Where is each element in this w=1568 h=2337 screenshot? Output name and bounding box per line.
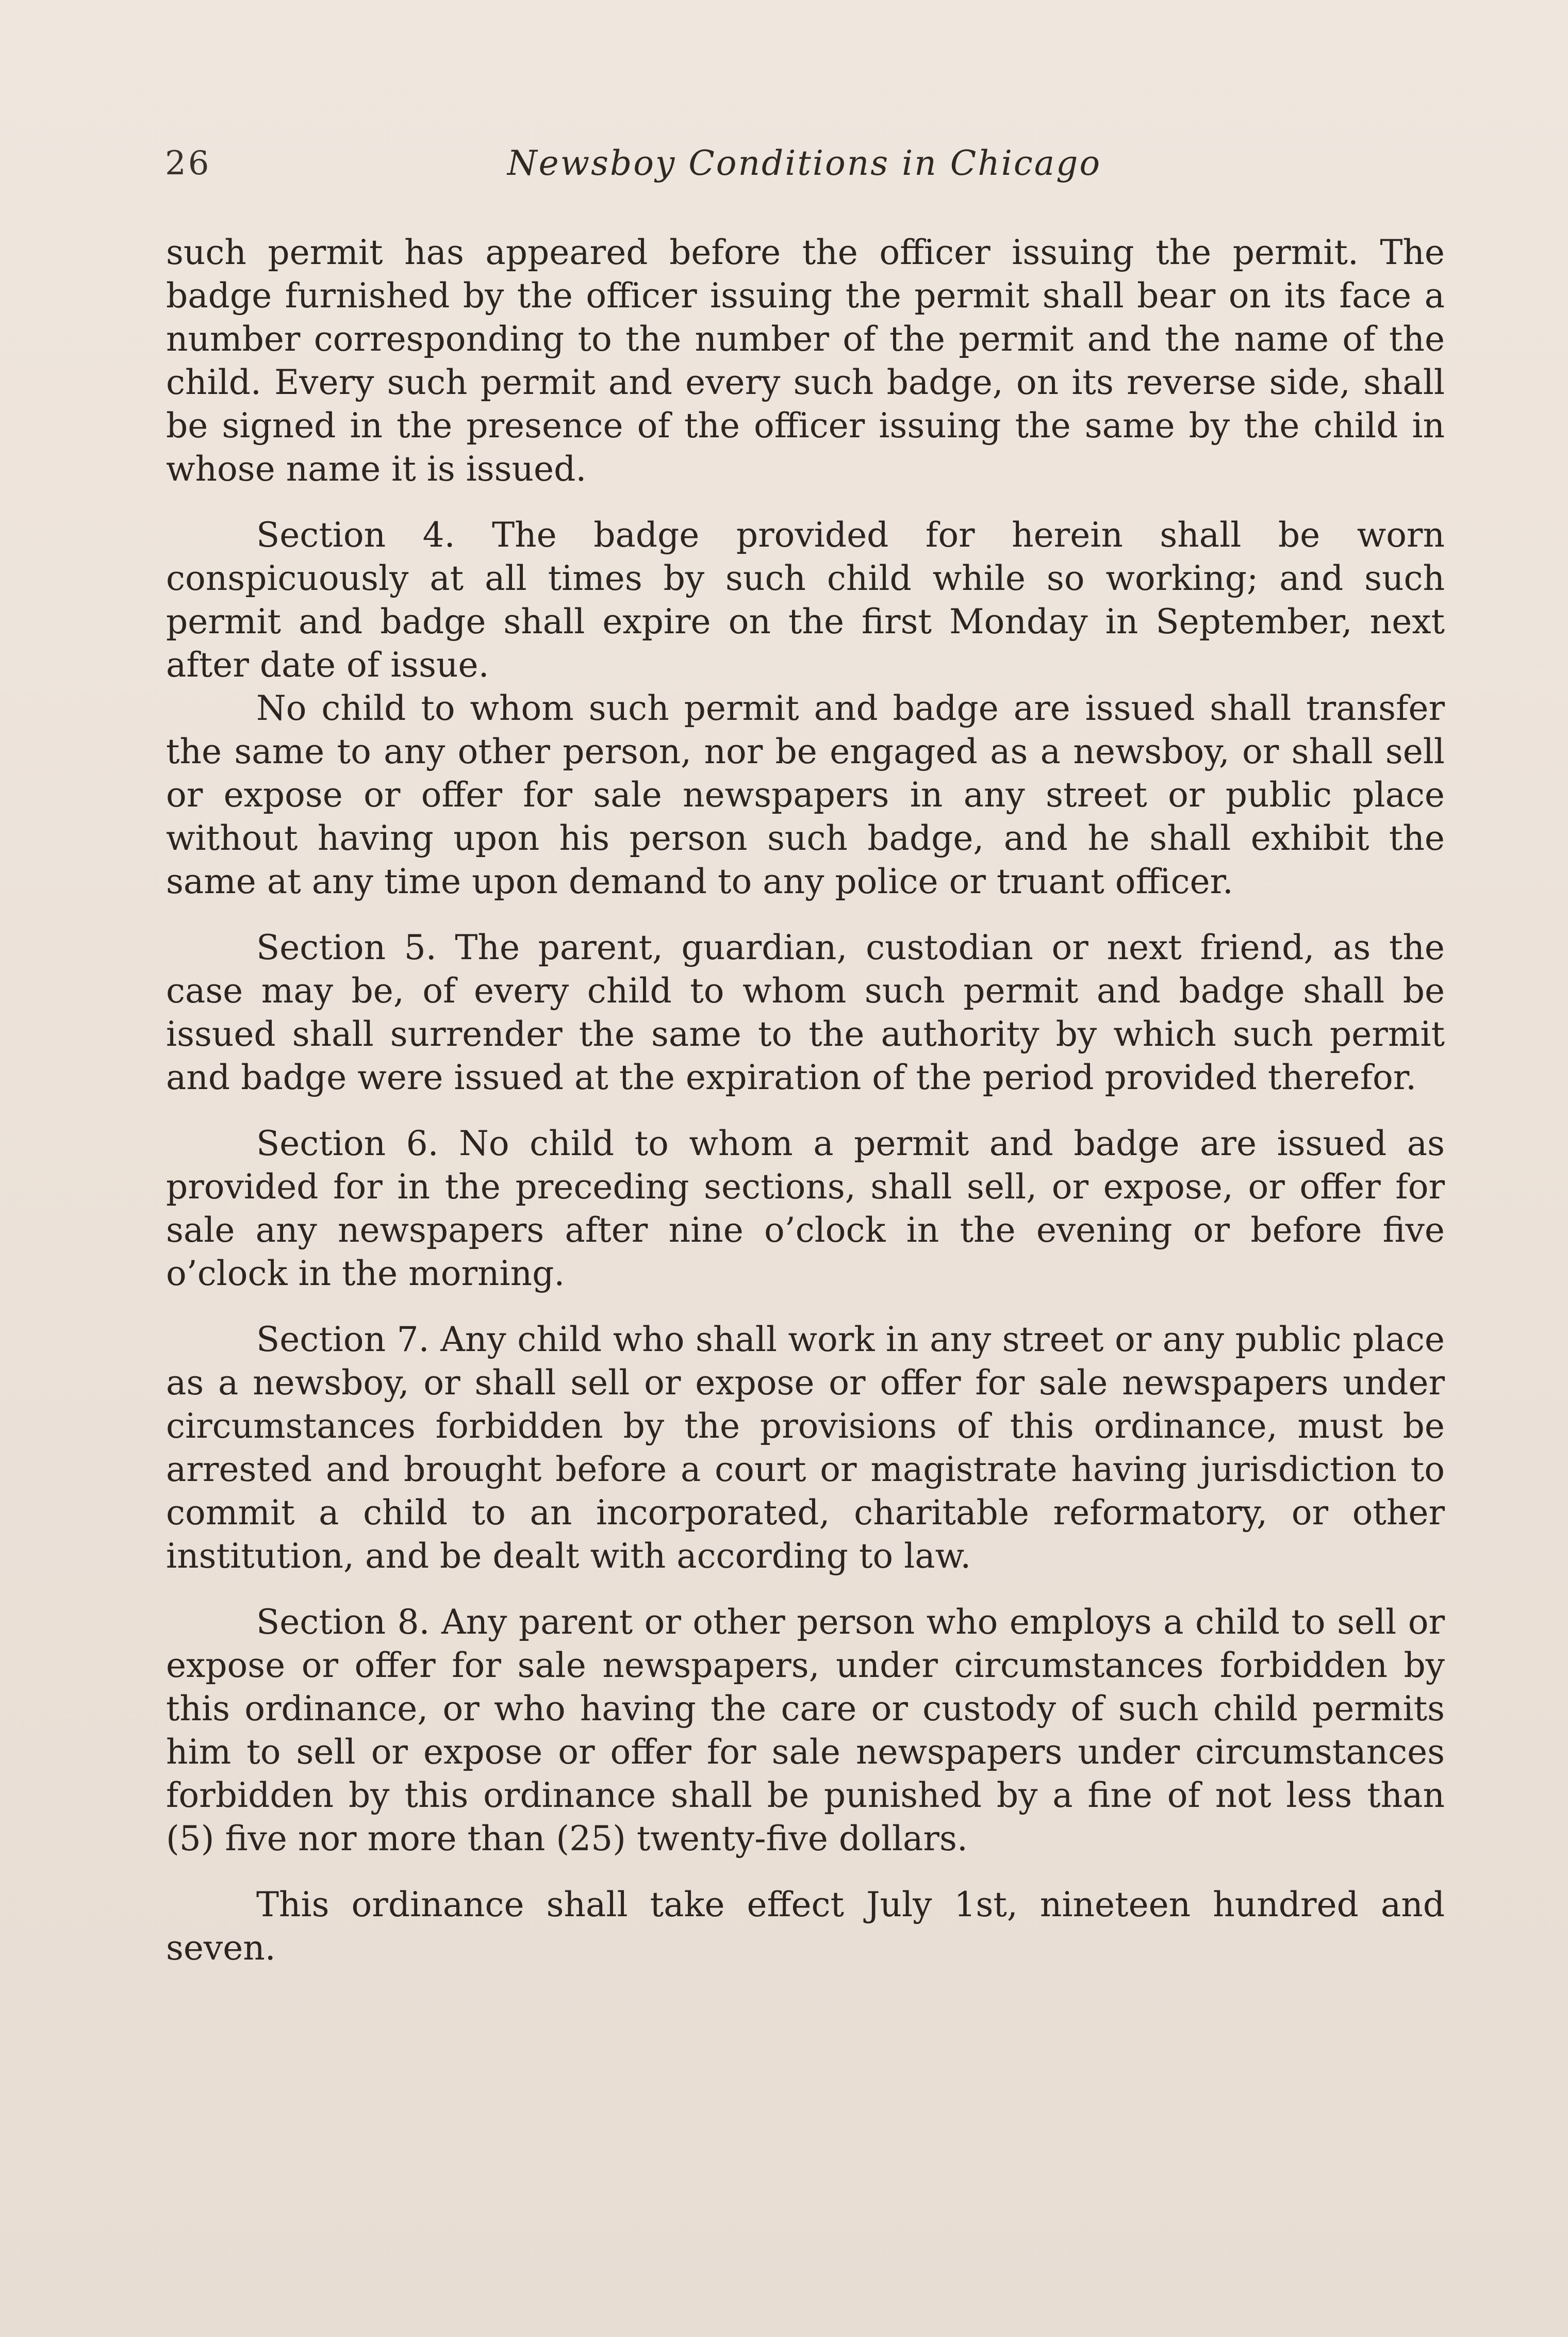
paragraph-section-6: Section 6. No child to whom a permit and badge are issued as provided for in the preceding sections, shall sell, or expose, or offer for sale any newspapers after nine o’clock in the evening or before five o’clock in the morning. (166, 1124, 1445, 1293)
paragraph-permit-continuation: such permit has appeared before the officer issuing the permit. The badge furnished by the officer issuing the permit shall bear on its face a number corresponding to the number of the permit and the name of the child. Every such permit and every such badge, on its reverse side, shall be signed in the presence of the officer issuing the same by the child in whose name it is issued. (166, 233, 1445, 489)
page-header (165, 139, 1444, 196)
paragraph-section-8: Section 8. Any parent or other person who employs a child to sell or expose or offer for sale newspapers, under circumstances forbidden by this ordinance, or who having the care or custody of such child permits him to sell or expose or offer for sale newspapers under circumstances forbidden by this ordinance shall be punished by a fine of not less than (5) five nor more than (25) twenty-five dollars. (166, 1602, 1445, 1858)
paragraph-effective-date: This ordinance shall take effect July 1st, nineteen hundred and seven. (166, 1885, 1445, 1968)
page-number: 26 (165, 144, 211, 183)
body-text (166, 231, 1445, 1970)
paragraph-section-7: Section 7. Any child who shall work in any street or any public place as a newsboy, or shall sell or expose or offer for sale newspapers under circumstances forbidden by the provisions of this ordinance, must be arrested and brought before a court or magistrate having jurisdiction to commit a child to an incorporated, charitable reformatory, or other institution, and be dealt with according to law. (166, 1320, 1445, 1576)
running-head: Newsboy Conditions in Chicago (507, 143, 1102, 183)
paragraph-section-4: Section 4. The badge provided for herein shall be worn conspicuously at all times by such child while so working; and such permit and badge shall expire on the first Monday in September, next after date of issue. (166, 515, 1445, 685)
paragraph-section-5: Section 5. The parent, guardian, custodian or next friend, as the case may be, of every child to whom such permit and badge shall be issued shall surrender the same to the authority by which such permit and badge were issued at the expiration of the period provided therefor. (166, 928, 1445, 1097)
paragraph-transfer-rule: No child to whom such permit and badge are issued shall transfer the same to any other person, nor be engaged as a newsboy, or shall sell or expose or offer for sale newspapers in any street or public place without having upon his person such badge, and he shall exhibit the same at any time upon demand to any police or truant officer. (166, 688, 1445, 901)
